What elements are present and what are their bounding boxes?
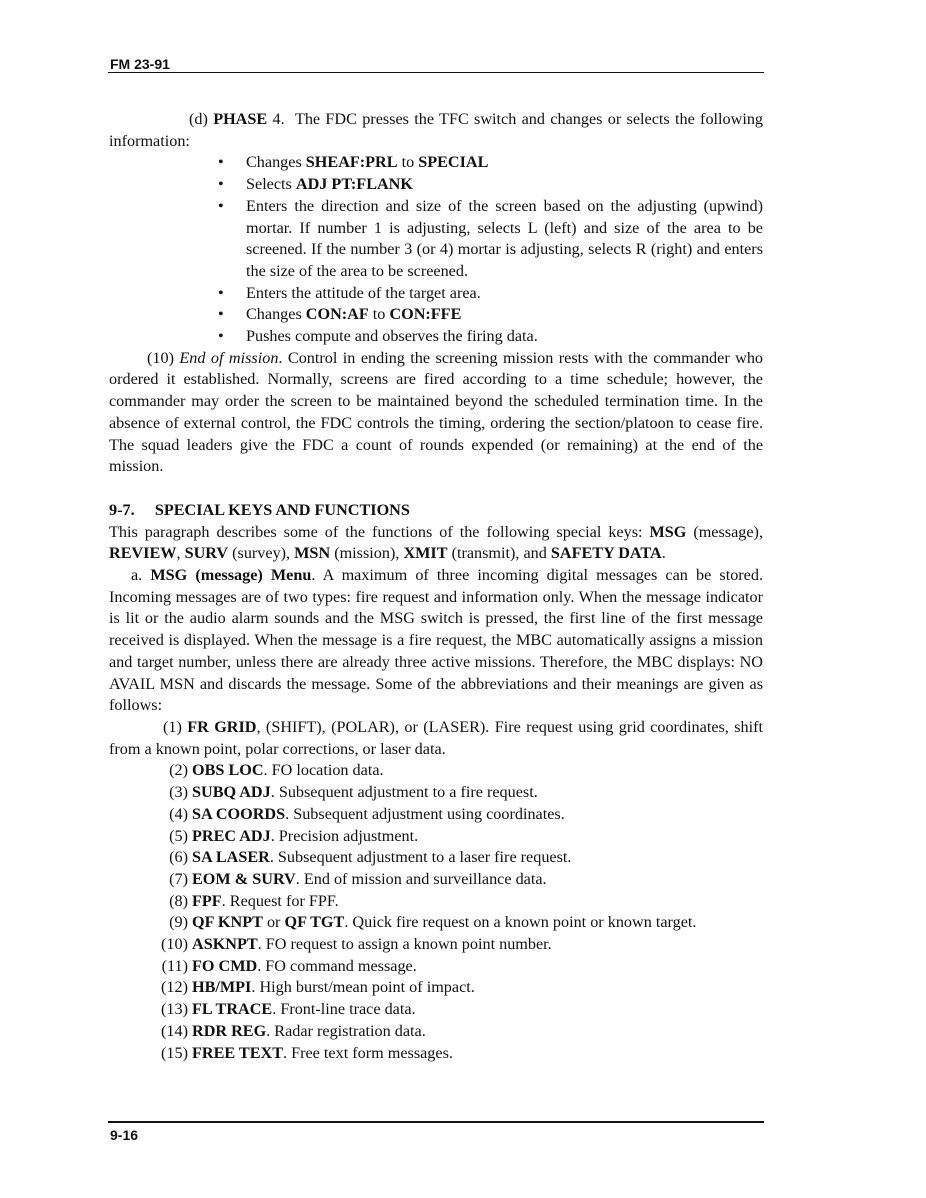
abbrev-num: (10) xyxy=(161,935,188,954)
section-intro xyxy=(109,522,763,565)
bullet-item xyxy=(246,304,763,326)
eom-title: End of mission xyxy=(179,348,279,367)
abbrev-item xyxy=(109,847,763,869)
abbrev-term: QF KNPT xyxy=(192,913,263,932)
bullet-item xyxy=(246,283,763,305)
abbrev-term: OBS LOC xyxy=(192,761,264,780)
abbrev-item xyxy=(109,826,763,848)
key-name: MSN xyxy=(294,544,331,563)
footer-rule xyxy=(108,1121,764,1123)
intro-text: , xyxy=(176,544,185,563)
intro-text: This paragraph describes some of the functions of the following special keys: xyxy=(109,522,650,541)
bullet-bold-2: CON:FFE xyxy=(389,305,462,324)
abbrev-desc: . FO location data. xyxy=(263,761,384,780)
abbrev-desc: . High burst/mean point of impact. xyxy=(251,978,475,997)
bullet-bold: CON:AF xyxy=(305,305,369,324)
bullet-pre: Selects xyxy=(246,175,296,194)
abbrev-list xyxy=(109,760,763,1064)
bullet-pre: Pushes compute and observes the firing data. xyxy=(246,327,538,346)
abbrev-item xyxy=(109,999,763,1021)
abbrev-num: (5) xyxy=(169,826,188,845)
bullet-item xyxy=(246,174,763,196)
phase4-num: 4. xyxy=(272,110,285,128)
eom-num: (10) xyxy=(147,348,174,367)
header-rule xyxy=(108,72,764,73)
abbrev-num: (9) xyxy=(169,913,188,932)
abbrev-desc: . Request for FPF. xyxy=(221,891,339,910)
bullet-pre: Enters the direction and size of the screen based on the adjusting (upwind) mortar. If number 1 is adjusting, selects L (left) and size of the area to be screened. If the number 3 (or 4) mortar is adjusting, selects R (right) and enters the size of the area to be screened. xyxy=(246,196,763,280)
abbrev-num: (1) xyxy=(163,717,182,736)
section-title: SPECIAL KEYS AND FUNCTIONS xyxy=(154,500,410,519)
msg-menu-text: . A maximum of three incoming digital messages can be stored. Incoming messages are of two types: fire request and information only. When the message indicator is lit or the audio alarm sounds and the MSG switch is pressed, the first line of the first message received is displayed. When the message is a fire request, the MBC automatically assigns a mission and target number, unless there are already three active missions. Therefore, the MBC displays: NO AVAIL MSN and discards the message. Some of the abbreviations and their meanings are given as follows: xyxy=(109,566,763,715)
abbrev-desc: . Free text form messages. xyxy=(283,1043,453,1062)
abbrev-desc: . Radar registration data. xyxy=(266,1021,426,1040)
abbrev-item xyxy=(109,760,763,782)
bullet-pre: Changes xyxy=(246,305,306,324)
abbrev-num: (6) xyxy=(169,848,188,867)
bullet-mid: to xyxy=(368,305,390,324)
abbrev-num: (13) xyxy=(161,1000,188,1019)
abbrev-desc: , (SHIFT), (POLAR), or (LASER). Fire request using grid coordinates, shift from a known point, polar corrections, or laser data. xyxy=(109,717,763,758)
key-name: REVIEW xyxy=(109,544,177,563)
bullet-item xyxy=(246,326,763,348)
abbrev-term: SUBQ ADJ xyxy=(192,783,271,802)
abbrev-item xyxy=(109,912,763,934)
abbrev-term: RDR REG xyxy=(192,1021,267,1040)
abbrev-item xyxy=(109,934,763,956)
abbrev-desc: . Subsequent adjustment to a fire request. xyxy=(270,783,538,802)
abbrev-item-1 xyxy=(109,717,763,760)
abbrev-num: (2) xyxy=(169,761,188,780)
abbrev-desc: . Subsequent adjustment using coordinates. xyxy=(285,804,565,823)
abbrev-num: (3) xyxy=(169,783,188,802)
abbrev-item xyxy=(109,869,763,891)
abbrev-desc: . Quick fire request on a known point or known target. xyxy=(344,913,697,932)
bullet-pre: Changes xyxy=(246,153,306,172)
abbrev-term: HB/MPI xyxy=(192,978,252,997)
abbrev-term: SA LASER xyxy=(192,848,270,867)
abbrev-item xyxy=(109,1043,763,1065)
running-header: FM 23-91 xyxy=(110,56,170,72)
abbrev-item xyxy=(109,977,763,999)
abbrev-num: (11) xyxy=(161,956,188,975)
abbrev-desc: . Front-line trace data. xyxy=(272,1000,416,1019)
intro-text: (survey), xyxy=(228,544,295,563)
abbrev-term: FL TRACE xyxy=(192,1000,273,1019)
abbrev-desc: . Subsequent adjustment to a laser fire request. xyxy=(269,848,572,867)
phase4-bullet-list xyxy=(109,152,763,347)
abbrev-num: (14) xyxy=(161,1021,188,1040)
bullet-pre: Enters the attitude of the target area. xyxy=(246,283,481,302)
page-body xyxy=(109,109,763,1064)
abbrev-item xyxy=(109,956,763,978)
page-number: 9-16 xyxy=(110,1127,139,1143)
phase4-title: PHASE xyxy=(213,110,268,128)
bullet-item xyxy=(246,196,763,283)
intro-text: (mission), xyxy=(330,544,404,563)
key-name: SAFETY DATA xyxy=(550,544,662,563)
abbrev-item xyxy=(109,782,763,804)
eom-text: . Control in ending the screening mission rests with the commander who ordered it established. Normally, screens are fired according to a time schedule; however, the commander may order the screen to be maintained beyond the scheduled termination time. In the absence of external control, the FDC controls the timing, ordering the section/platoon to cease fire. The squad leaders give the FDC a count of rounds expended (or remaining) at the end of the mission. xyxy=(109,348,764,476)
key-name: SURV xyxy=(184,544,229,563)
bullet-bold-2: SPECIAL xyxy=(418,153,489,172)
abbrev-term: SA COORDS xyxy=(192,804,286,823)
abbrev-item xyxy=(109,1021,763,1043)
abbrev-term: ASKNPT xyxy=(192,935,258,954)
abbrev-term: FPF xyxy=(192,891,222,910)
abbrev-num: (8) xyxy=(169,891,188,910)
bullet-mid: to xyxy=(397,153,419,172)
intro-text: . xyxy=(661,544,666,563)
abbrev-term: PREC ADJ xyxy=(192,826,271,845)
abbrev-num: (4) xyxy=(169,804,188,823)
abbrev-num: (12) xyxy=(161,978,188,997)
bullet-bold: SHEAF:PRL xyxy=(305,153,398,172)
bullet-bold: ADJ PT:FLANK xyxy=(295,175,413,194)
abbrev-term-2: QF TGT xyxy=(284,913,345,932)
abbrev-item xyxy=(109,804,763,826)
key-name: MSG xyxy=(649,522,687,541)
abbrev-term: FR GRID xyxy=(187,717,257,736)
bullet-item xyxy=(246,152,763,174)
abbrev-desc: . FO command message. xyxy=(257,956,417,975)
intro-text: (message), xyxy=(686,522,763,541)
abbrev-desc: . Precision adjustment. xyxy=(270,826,419,845)
abbrev-desc: . End of mission and surveillance data. xyxy=(295,869,547,888)
msg-menu-title: MSG (message) Menu xyxy=(150,566,312,585)
abbrev-num: (15) xyxy=(161,1043,188,1062)
msg-menu-lead: a. xyxy=(131,566,143,585)
abbrev-num: (7) xyxy=(169,869,188,888)
abbrev-desc: . FO request to assign a known point number. xyxy=(257,935,552,954)
abbrev-term: FO CMD xyxy=(192,956,258,975)
abbrev-term: FREE TEXT xyxy=(192,1043,284,1062)
key-name: XMIT xyxy=(403,544,448,563)
phase4-text: The FDC presses the TFC switch and changes or selects the following information: xyxy=(109,110,764,150)
intro-text: (transmit), and xyxy=(447,544,551,563)
end-of-mission-paragraph xyxy=(109,348,763,478)
abbrev-joiner: or xyxy=(262,913,285,932)
section-heading xyxy=(109,500,763,522)
abbrev-item xyxy=(109,891,763,913)
phase4-lead: (d) xyxy=(189,110,208,128)
abbrev-term: EOM & SURV xyxy=(192,869,296,888)
msg-menu-paragraph xyxy=(109,565,763,717)
phase4-paragraph xyxy=(109,109,763,152)
section-number: 9-7. xyxy=(109,500,135,519)
